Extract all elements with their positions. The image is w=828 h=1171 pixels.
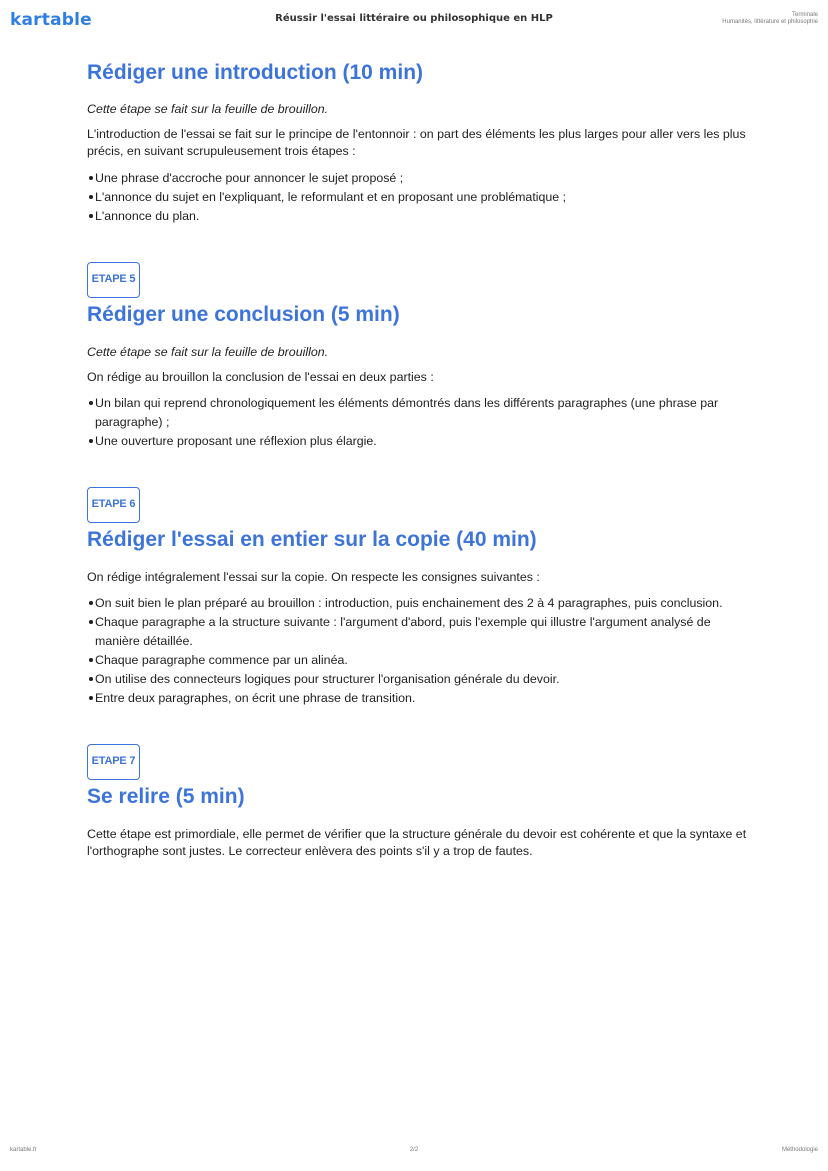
list-item: Une ouverture proposant une réflexion plus élargie. (95, 432, 747, 451)
section-title: Rédiger une introduction (10 min) (87, 61, 424, 84)
section-introduction (87, 58, 747, 226)
kartable-logo[interactable]: kartable (10, 10, 92, 30)
list-item: Une phrase d'accroche pour annoncer le sujet proposé ; (95, 169, 747, 188)
page-number: 2/2 (409, 1147, 419, 1153)
section-paragraph: On rédige au brouillon la conclusion de l'essai en deux parties : (87, 370, 434, 384)
section-paragraph: On rédige intégralement l'essai sur la copie. On respecte les consignes suivantes : (87, 570, 540, 584)
section-title: Rédiger une conclusion (5 min) (87, 303, 400, 326)
section-step-7 (87, 744, 747, 860)
course-meta (722, 12, 818, 26)
section-title: Rédiger l'essai en entier sur la copie (40 min) (87, 528, 537, 551)
footer-site-link[interactable]: kartable.fr (10, 1147, 37, 1153)
list-item: Chaque paragraphe commence par un alinéa. (95, 651, 747, 670)
step-badge: ETAPE 7 (87, 744, 140, 780)
bullet-list (87, 394, 747, 451)
list-item: L'annonce du sujet en l'expliquant, le reformulant et en proposant une problématique ; (95, 188, 747, 207)
level-label: Terminale (791, 12, 818, 18)
list-item: Entre deux paragraphes, on écrit une phrase de transition. (95, 689, 747, 708)
section-paragraph: L'introduction de l'essai se fait sur le principe de l'entonnoir : on part des éléments les plus larges pour aller vers les plus précis, en suivant scrupuleusement trois étapes : (87, 127, 746, 158)
section-note: Cette étape se fait sur la feuille de brouillon. (87, 345, 329, 359)
section-paragraph: Cette étape est primordiale, elle permet de vérifier que la structure générale du devoir est cohérente et que la syntaxe et l'orthographe sont justes. Le correcteur enlèvera des points s'il y a trop de fautes. (87, 827, 747, 858)
step-badge: ETAPE 6 (87, 487, 140, 523)
subject-label: Humanités, littérature et philosophie (722, 19, 818, 25)
list-item: On utilise des connecteurs logiques pour structurer l'organisation générale du devoir. (95, 670, 747, 689)
bullet-list (87, 594, 747, 708)
document-title: Réussir l'essai littéraire ou philosophique en HLP (275, 13, 553, 24)
step-badge: ETAPE 5 (87, 262, 140, 298)
list-item: Chaque paragraphe a la structure suivante : l'argument d'abord, puis l'exemple qui illustre l'argument analysé de manière détaillée. (95, 613, 747, 651)
section-title: Se relire (5 min) (87, 785, 245, 808)
main-content (87, 58, 747, 860)
list-item: On suit bien le plan préparé au brouillon : introduction, puis enchainement des 2 à 4 paragraphes, puis conclusion. (95, 594, 747, 613)
list-item: Un bilan qui reprend chronologiquement les éléments démontrés dans les différents paragraphes (une phrase par paragraphe) ; (95, 394, 747, 432)
list-item: L'annonce du plan. (95, 207, 747, 226)
bullet-list (87, 169, 747, 226)
section-step-5 (87, 262, 747, 451)
footer-category: Méthodologie (781, 1147, 818, 1153)
page-header (0, 0, 828, 44)
section-note: Cette étape se fait sur la feuille de brouillon. (87, 102, 329, 116)
section-step-6 (87, 487, 747, 708)
